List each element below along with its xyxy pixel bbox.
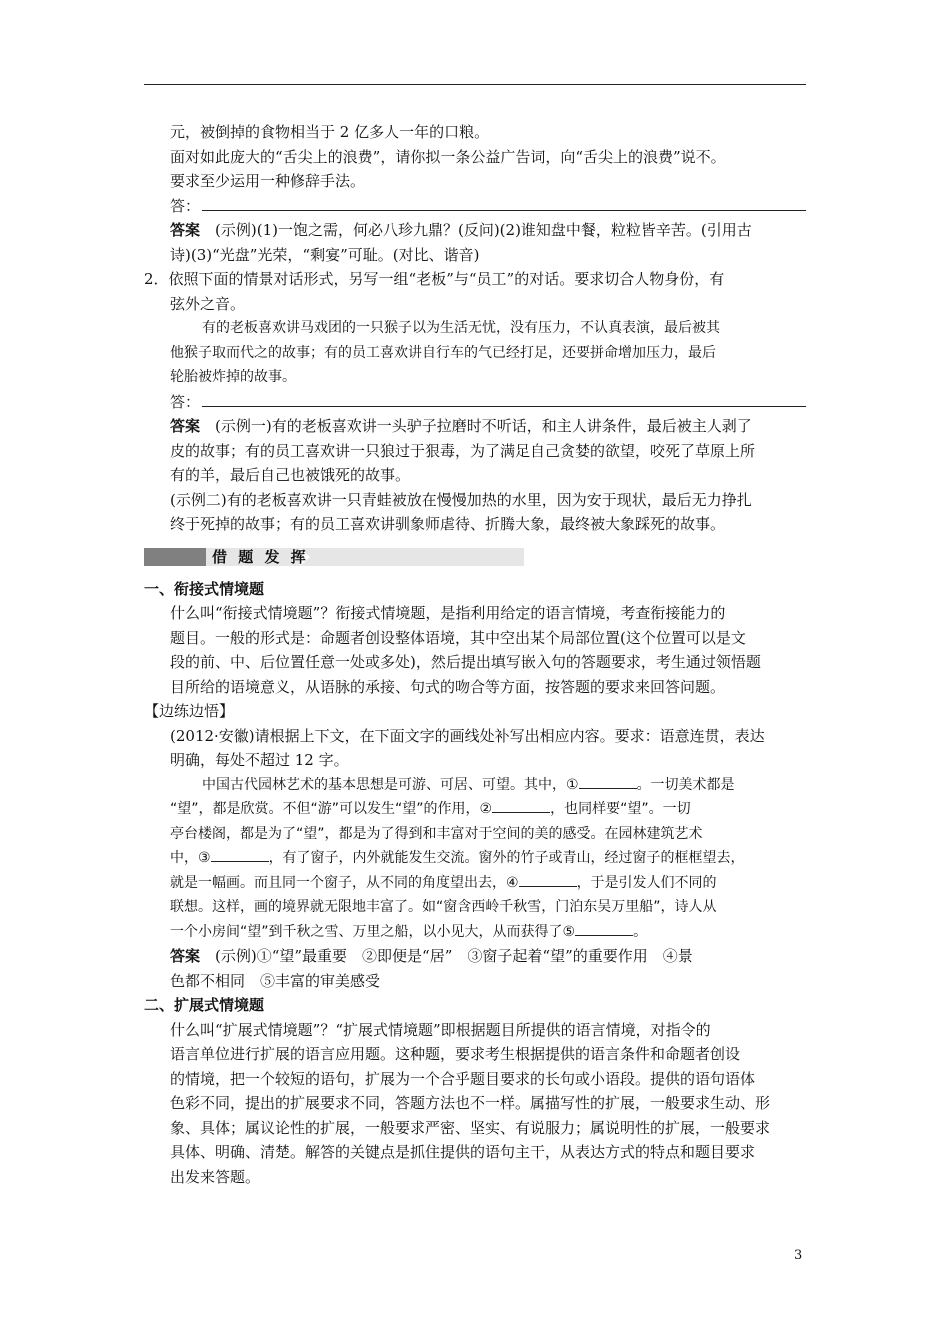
answer-field: 答： [144,390,806,415]
quote-line: 轮胎被炸掉的故事。 [170,369,296,385]
fill-blank [519,872,577,887]
text-line: 题目。一般的形式是：命题者创设整体语境，其中空出某个局部位置(这个位置可以是文 [170,628,746,647]
quote-line: 他猴子取而代之的故事；有的员工喜欢讲自行车的气已经打足，还要拼命增加压力，最后 [170,344,716,361]
section-heading: 一、衔接式情境题 [144,579,265,598]
answer-label: 答案 [170,221,201,239]
text-line: 有的羊，最后自己也被饿死的故事。 [170,466,411,484]
text-line: 皮的故事；有的员工喜欢讲一只狼过于狠毒，为了满足自己贪婪的欲望，咬死了草原上所 [170,441,756,460]
answer-label: 答案 [170,417,201,435]
text-line: 象、具体；属议论性的扩展，一般要求严密、坚实、有说服力；属说明性的扩展，一般要求 [170,1118,771,1137]
text-line: 弦外之音。 [170,294,246,313]
text-line: 具体、明确、清楚。解答的关键点是抓住提供的语句主干，从表达方式的特点和题目要求 [170,1143,756,1161]
quote-line: 中，③ ，有了窗子，内外就能发生交流。窗外的竹子或青山，经过窗子的框框望去， [144,846,806,871]
quote-line: “望”，都是欣赏。不但“游”可以发生“望”的作用，② ，也同样要“望”。一切 [144,797,806,822]
page-body [144,120,806,1189]
text-line: 什么叫“衔接式情境题”？衔接式情境题，是指利用给定的语言情境，考查衔接能力的 [170,604,726,622]
text-line: (示例二)有的老板喜欢讲一只青蛙被放在慢慢加热的水里，因为安于现状，最后无力挣扎 [170,490,752,509]
fill-blank [575,921,633,936]
text-line: 元，被倒掉的食物相当于 2 亿多人一年的口粮。 [170,123,490,141]
answer-line: 答案 (示例)①“望”最重要 ②即便是“居” ③窗子起着“望”的重要作用 ④景 [170,947,693,965]
text-line: 出发来答题。 [170,1167,261,1186]
fill-blank [579,774,637,789]
page-number: 3 [794,1248,803,1263]
quote-line: 联想。这样，画的境界就无限地丰富了。如“窗含西岭千秋雪，门泊东吴万里船”，诗人从 [170,899,717,915]
text-line: 面对如此庞大的“舌尖上的浪费”，请你拟一条公益广告词，向“舌尖上的浪费”说不。 [170,147,726,166]
header-rule [144,84,806,85]
fill-blank [211,847,269,862]
text-line: 的情境，把一个较短的语句，扩展为一个合乎题目要求的长句或小语段。提供的语句语体 [170,1069,756,1088]
section-banner [144,545,806,571]
text-line: 段的前、中、后位置任意一处或多处)，然后提出填写嵌入句的答题要求，考生通过领悟题 [170,653,761,671]
quote-line: 中国古代园林艺术的基本思想是可游、可居、可望。其中，① 。一切美术都是 [144,773,806,798]
text-line: 色彩不同，提出的扩展要求不同，答题方法也不一样。属描写性的扩展，一般要求生动、形 [170,1094,771,1112]
text-line: (2012·安徽)请根据上下文，在下面文字的画线处补写出相应内容。要求：语意连贯，表达 [170,726,765,745]
text-line: 诗)(3)“光盘”光荣，“剩宴”可耻。(对比、谐音) [170,245,480,264]
quote-line: 亭台楼阁，都是为了“望”，都是为了得到和丰富对于空间的美的感受。在园林建筑艺术 [170,825,703,842]
quote-line: 一个小房间“望”到千秋之雪、万里之船，以小见大，从而获得了⑤ 。 [144,920,806,945]
answer-line: 答案 (示例一)有的老板喜欢讲一头驴子拉磨时不听话，和主人讲条件，最后被主人剥了 [170,417,752,435]
text-line: 要求至少运用一种修辞手法。 [170,172,366,190]
answer-underline [202,194,806,211]
question-2: 2．依照下面的情景对话形式，另写一组“老板”与“员工”的对话。要求切合人物身份，有 [144,270,725,288]
answer-line: 答案 (示例)(1)一饱之需，何必八珍九鼎？(反问)(2)谁知盘中餐，粒粒皆辛苦。(引用古 [170,221,752,239]
section-heading: 二、扩展式情境题 [144,996,265,1014]
text-line: 明确，每处不超过 12 字。 [170,751,349,769]
answer-label: 答案 [170,947,201,965]
quote-line: 有的老板喜欢讲马戏团的一只猴子以为生活无忧，没有压力，不认真表演，最后被其 [202,320,720,336]
answer-underline [202,390,806,407]
quote-line: 就是一幅画。而且同一个窗子，从不同的角度望出去，④ ，于是引发人们不同的 [144,871,806,896]
text-line: 色都不相同 ⑤丰富的审美感受 [170,971,381,990]
text-line: 终于死掉的故事；有的员工喜欢讲驯象师虐待、折腾大象，最终被大象踩死的故事。 [170,515,726,533]
practice-tag: 【边练边悟】 [144,702,235,720]
text-line: 什么叫“扩展式情境题”？“扩展式情境题”即根据题目所提供的语言情境，对指令的 [170,1020,711,1039]
fill-blank [492,798,550,813]
text-line: 语言单位进行扩展的语言应用题。这种题，要求考生根据提供的语言条件和命题者创设 [170,1045,741,1063]
section-banner-title: 借 题 发 挥 [212,547,309,566]
text-line: 目所给的语境意义，从语脉的承接、句式的吻合等方面，按答题的要求来回答问题。 [170,677,726,696]
answer-field: 答： [144,194,806,219]
